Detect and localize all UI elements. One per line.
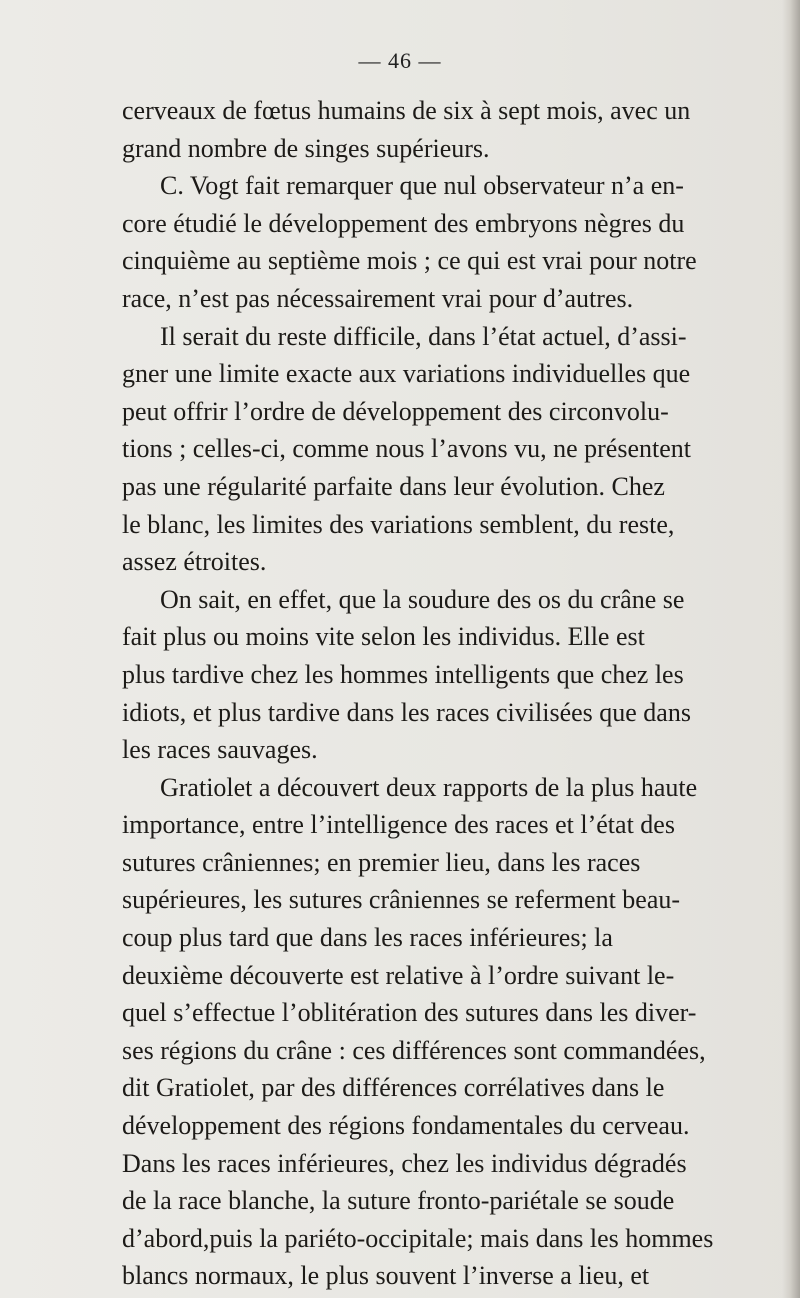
text-line: cerveaux de fœtus humains de six à sept mois, avec un xyxy=(122,96,691,125)
text-line: cinquième au septième mois ; ce qui est vrai pour notre xyxy=(122,246,697,276)
page-number: — 46 — xyxy=(358,48,442,73)
text-line: importance, entre l’intelligence des races et l’état des xyxy=(122,810,675,840)
text-line: deuxième découverte est relative à l’ordre suivant le- xyxy=(122,960,675,990)
text-line: coup plus tard que dans les races inférieures; la xyxy=(122,923,613,953)
text-line: Gratiolet a découvert deux rapports de la plus haute xyxy=(160,772,698,802)
text-line: grand nombre de singes supérieurs. xyxy=(122,133,490,163)
text-line: pas une régularité parfaite dans leur évolution. Chez xyxy=(122,471,665,501)
text-line: plus tardive chez les hommes intelligents que chez les xyxy=(122,659,684,689)
body-text xyxy=(122,92,762,1295)
page-edge-shadow xyxy=(782,0,800,1298)
text-line: blancs normaux, le plus souvent l’inverse a lieu, et xyxy=(122,1261,650,1291)
text-line: peut offrir l’ordre de développement des circonvolu- xyxy=(122,396,669,426)
text-line: dit Gratiolet, par des différences corrélatives dans le xyxy=(122,1073,665,1103)
text-line: développement des régions fondamentales du cerveau. xyxy=(122,1111,690,1141)
text-line: Dans les races inférieures, chez les individus dégradés xyxy=(122,1148,687,1178)
text-line: supérieures, les sutures crâniennes se referment beau- xyxy=(122,885,681,915)
text-line: de la race blanche, la suture fronto-pariétale se soude xyxy=(122,1186,675,1216)
text-line: tions ; celles-ci, comme nous l’avons vu, ne présentent xyxy=(122,434,691,464)
text-line: core étudié le développement des embryons nègres du xyxy=(122,208,685,238)
text-line: d’abord,puis la pariéto-occipitale; mais dans les hommes xyxy=(122,1223,714,1253)
text-line: race, n’est pas nécessairement vrai pour d’autres. xyxy=(122,283,634,313)
text-line: C. Vogt fait remarquer que nul observateur n’a en- xyxy=(160,171,684,201)
text-line: idiots, et plus tardive dans les races civilisées que dans xyxy=(122,697,691,727)
text-line: fait plus ou moins vite selon les individus. Elle est xyxy=(122,622,645,652)
text-line: le blanc, les limites des variations semblent, du reste, xyxy=(122,509,675,539)
text-line: Il serait du reste difficile, dans l’état actuel, d’assi- xyxy=(160,321,687,351)
text-line: sutures crâniennes; en premier lieu, dans les races xyxy=(122,847,641,877)
text-line: quel s’effectue l’oblitération des sutures dans les diver- xyxy=(122,998,697,1028)
text-line: On sait, en effet, que la soudure des os du crâne se xyxy=(160,584,685,614)
text-line: ses régions du crâne : ces différences sont commandées, xyxy=(122,1035,706,1065)
text-line: assez étroites. xyxy=(122,547,267,577)
text-line: les races sauvages. xyxy=(122,735,318,765)
text-line: gner une limite exacte aux variations individuelles que xyxy=(122,359,691,389)
